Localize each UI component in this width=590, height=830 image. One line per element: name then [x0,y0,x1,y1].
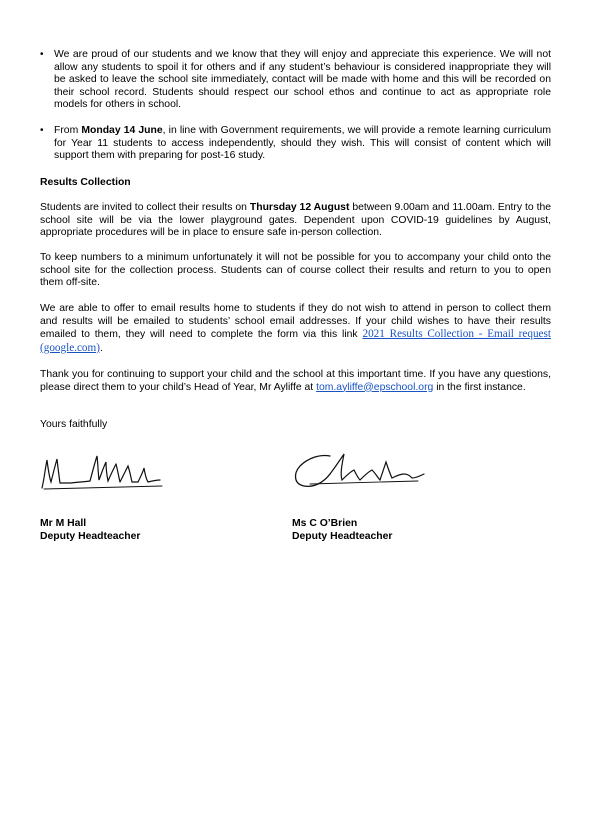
paragraph-collection-date [40,202,551,240]
signer-name: Ms C O’Brien [292,518,358,529]
paragraph-text: We are able to offer to email results home to students if they do not wish to attend in person to collect them and results will be emailed to students’ school email addresses. If your child wishes to have their results emailed to them, they will need to complete the form via this link [40,303,551,341]
bullet-text-pre: From [54,124,82,136]
bullet-text: We are proud of our students and we know that they will enjoy and appreciate this experience. We will not allow any students to spoil it for others and if any student’s behaviour is considered inappropriate they will be asked to leave the school site immediately, contact will be made with home and this will be recorded on their school record. Students should respect our school ethos and continue to act as appropriate role models for others in school. [54,49,551,111]
signer-title: Deputy Headteacher [292,531,393,542]
paragraph-email-results [40,303,551,355]
signer-title: Deputy Headteacher [40,531,141,542]
paragraph-numbers: To keep numbers to a minimum unfortunately it will not be possible for you to accompany your child onto the school site for the collection process. Students can of course collect their results and return to you to open them off-site. [40,252,551,289]
paragraph-text: Thank you for continuing to support your child and the school at this important time. If you have any questions, please direct them to your child’s Head of Year, Mr Ayliffe at [40,369,551,393]
collection-date: Thursday 12 August [249,202,350,213]
signature-obrien [290,448,428,492]
paragraph-text: . [99,342,103,354]
results-collection-link[interactable]: 2021 Results Collection - Email request (google.com) [40,328,551,354]
signer-name: Mr M Hall [40,518,87,529]
bullet-item-behaviour [40,49,551,112]
bullet-icon: • [40,124,44,136]
bullet-item-remote-learning [40,125,551,163]
section-heading: Results Collection [40,177,131,188]
closing-salutation: Yours faithfully [40,419,108,430]
paragraph-text: in the first instance. [433,381,526,393]
bullet-text-post: , in line with Government requirements, we will provide a remote learning curriculum for Year 11 students to access independently, should they wish. This will consist of content which will support them with preparing for post-16 study. [54,124,551,162]
paragraph-thanks [40,369,551,394]
bullet-icon: • [40,49,44,60]
signer-block-obrien [292,517,392,543]
paragraph-text: between 9.00am and 11.00am. Entry to the school site will be via the lower playground gates. Dependent upon COVID-19 guidelines by August, appropriate procedures will be in place to ensure safe in-person collection. [40,202,552,239]
paragraph-text: Students are invited to collect their results on [40,202,250,213]
signature-hall [38,450,166,494]
bullet-list [40,49,551,163]
bullet-date: Monday 14 June [81,124,163,136]
email-link[interactable]: tom.ayliffe@epschool.org [316,381,434,393]
signer-block-hall [40,517,140,543]
